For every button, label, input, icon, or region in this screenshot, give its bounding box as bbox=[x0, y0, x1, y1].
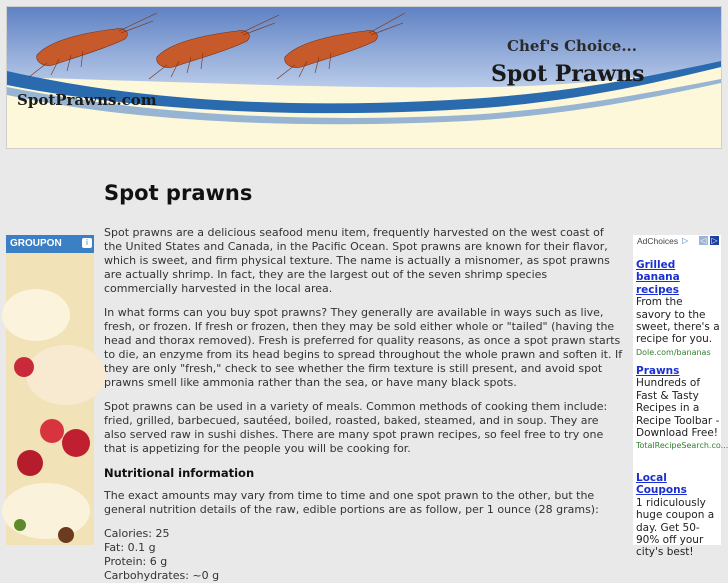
adchoices-icon[interactable]: ▷ bbox=[682, 236, 689, 245]
article-content bbox=[104, 180, 624, 582]
ad-url-link[interactable]: Dole.com/bananas bbox=[636, 347, 711, 357]
page-title: Spot prawns bbox=[104, 181, 253, 205]
nutrient-item: Fat: 0.1 g bbox=[104, 541, 156, 554]
article-paragraph: Spot prawns can be used in a variety of meals. Common methods of cooking them include: fried, grilled, barbecued, sautéed, boiled, roasted, baked, steamed, and in soup. They are also served raw in sushi dishes. There are many spot prawn recipes, so feel free to try one that is appetizing for the people you will be cooking for. bbox=[104, 400, 608, 455]
ad-unit bbox=[636, 365, 728, 453]
ad-unit bbox=[636, 259, 720, 359]
ad-info-icon[interactable]: i bbox=[82, 238, 92, 248]
nutrition-heading: Nutritional information bbox=[104, 466, 255, 480]
ad-title-link[interactable]: Grilled banana recipes bbox=[636, 259, 680, 296]
nutrient-item: Calories: 25 bbox=[104, 527, 170, 540]
dessert-image bbox=[6, 235, 94, 545]
groupon-ad[interactable] bbox=[6, 235, 94, 545]
ad-body: Hundreds of Fast & Tasty Recipes in a Recipe Toolbar - Download Free! bbox=[636, 377, 720, 440]
ad-url-link[interactable]: TotalRecipeSearch.co... bbox=[636, 441, 728, 451]
adchoices-label[interactable]: AdChoices bbox=[637, 236, 679, 246]
banner-title: Spot Prawns bbox=[491, 61, 645, 87]
nutrition-intro: The exact amounts may vary from time to time and one spot prawn to the other, but the general nutrition details of the raw, edible portions are as follow, per 1 ounce (28 grams): bbox=[104, 489, 599, 516]
ad-unit bbox=[636, 472, 720, 559]
article-paragraph: Spot prawns are a delicious seafood menu item, frequently harvested on the west coast of the United States and Canada, in the Pacific Ocean. Spot prawns are known for their flavor, which is sweet, and firm physical texture. The name is actually a misnomer, as spot prawns are actually shrimp. In fact, they are the largest out of the seven shrimp species commercially harvested in the local area. bbox=[104, 226, 610, 295]
groupon-logo: GROUPON bbox=[10, 238, 62, 249]
ad-title-link[interactable]: Prawns bbox=[636, 365, 680, 377]
article-paragraph: In what forms can you buy spot prawns? They generally are available in ways such as live, fresh, or frozen. If fresh or frozen, then they may be sold either whole or "tailed" (having the head and thorax removed). Fresh is preferred for quality reasons, as once a spot prawn starts to die, an enzyme from its head begins to spread throughout the whole prawn and soften it. If they are only "fresh," check to see whether the firm texture is still present, and avoid spot prawns smell like ammonia rather than the sea, or have many black spots. bbox=[104, 306, 623, 389]
ad-prev-button[interactable]: ◁ bbox=[700, 236, 707, 245]
ad-body: From the savory to the sweet, there's a recipe for you. bbox=[636, 296, 720, 346]
site-logo-text[interactable]: SpotPrawns.com bbox=[17, 91, 157, 109]
nutrient-item: Carbohydrates: ~0 g bbox=[104, 569, 220, 582]
banner-tagline: Chef's Choice... bbox=[507, 37, 637, 55]
text-ads-panel bbox=[633, 235, 728, 559]
ad-next-button[interactable]: ▷ bbox=[711, 236, 718, 245]
site-banner[interactable] bbox=[6, 6, 722, 149]
nutrition-list bbox=[104, 527, 624, 583]
ad-body: 1 ridiculously huge coupon a day. Get 50-90% off your city's best! bbox=[636, 496, 715, 559]
nutrient-item: Protein: 6 g bbox=[104, 555, 168, 568]
ad-title-link[interactable]: Local Coupons bbox=[636, 472, 687, 497]
